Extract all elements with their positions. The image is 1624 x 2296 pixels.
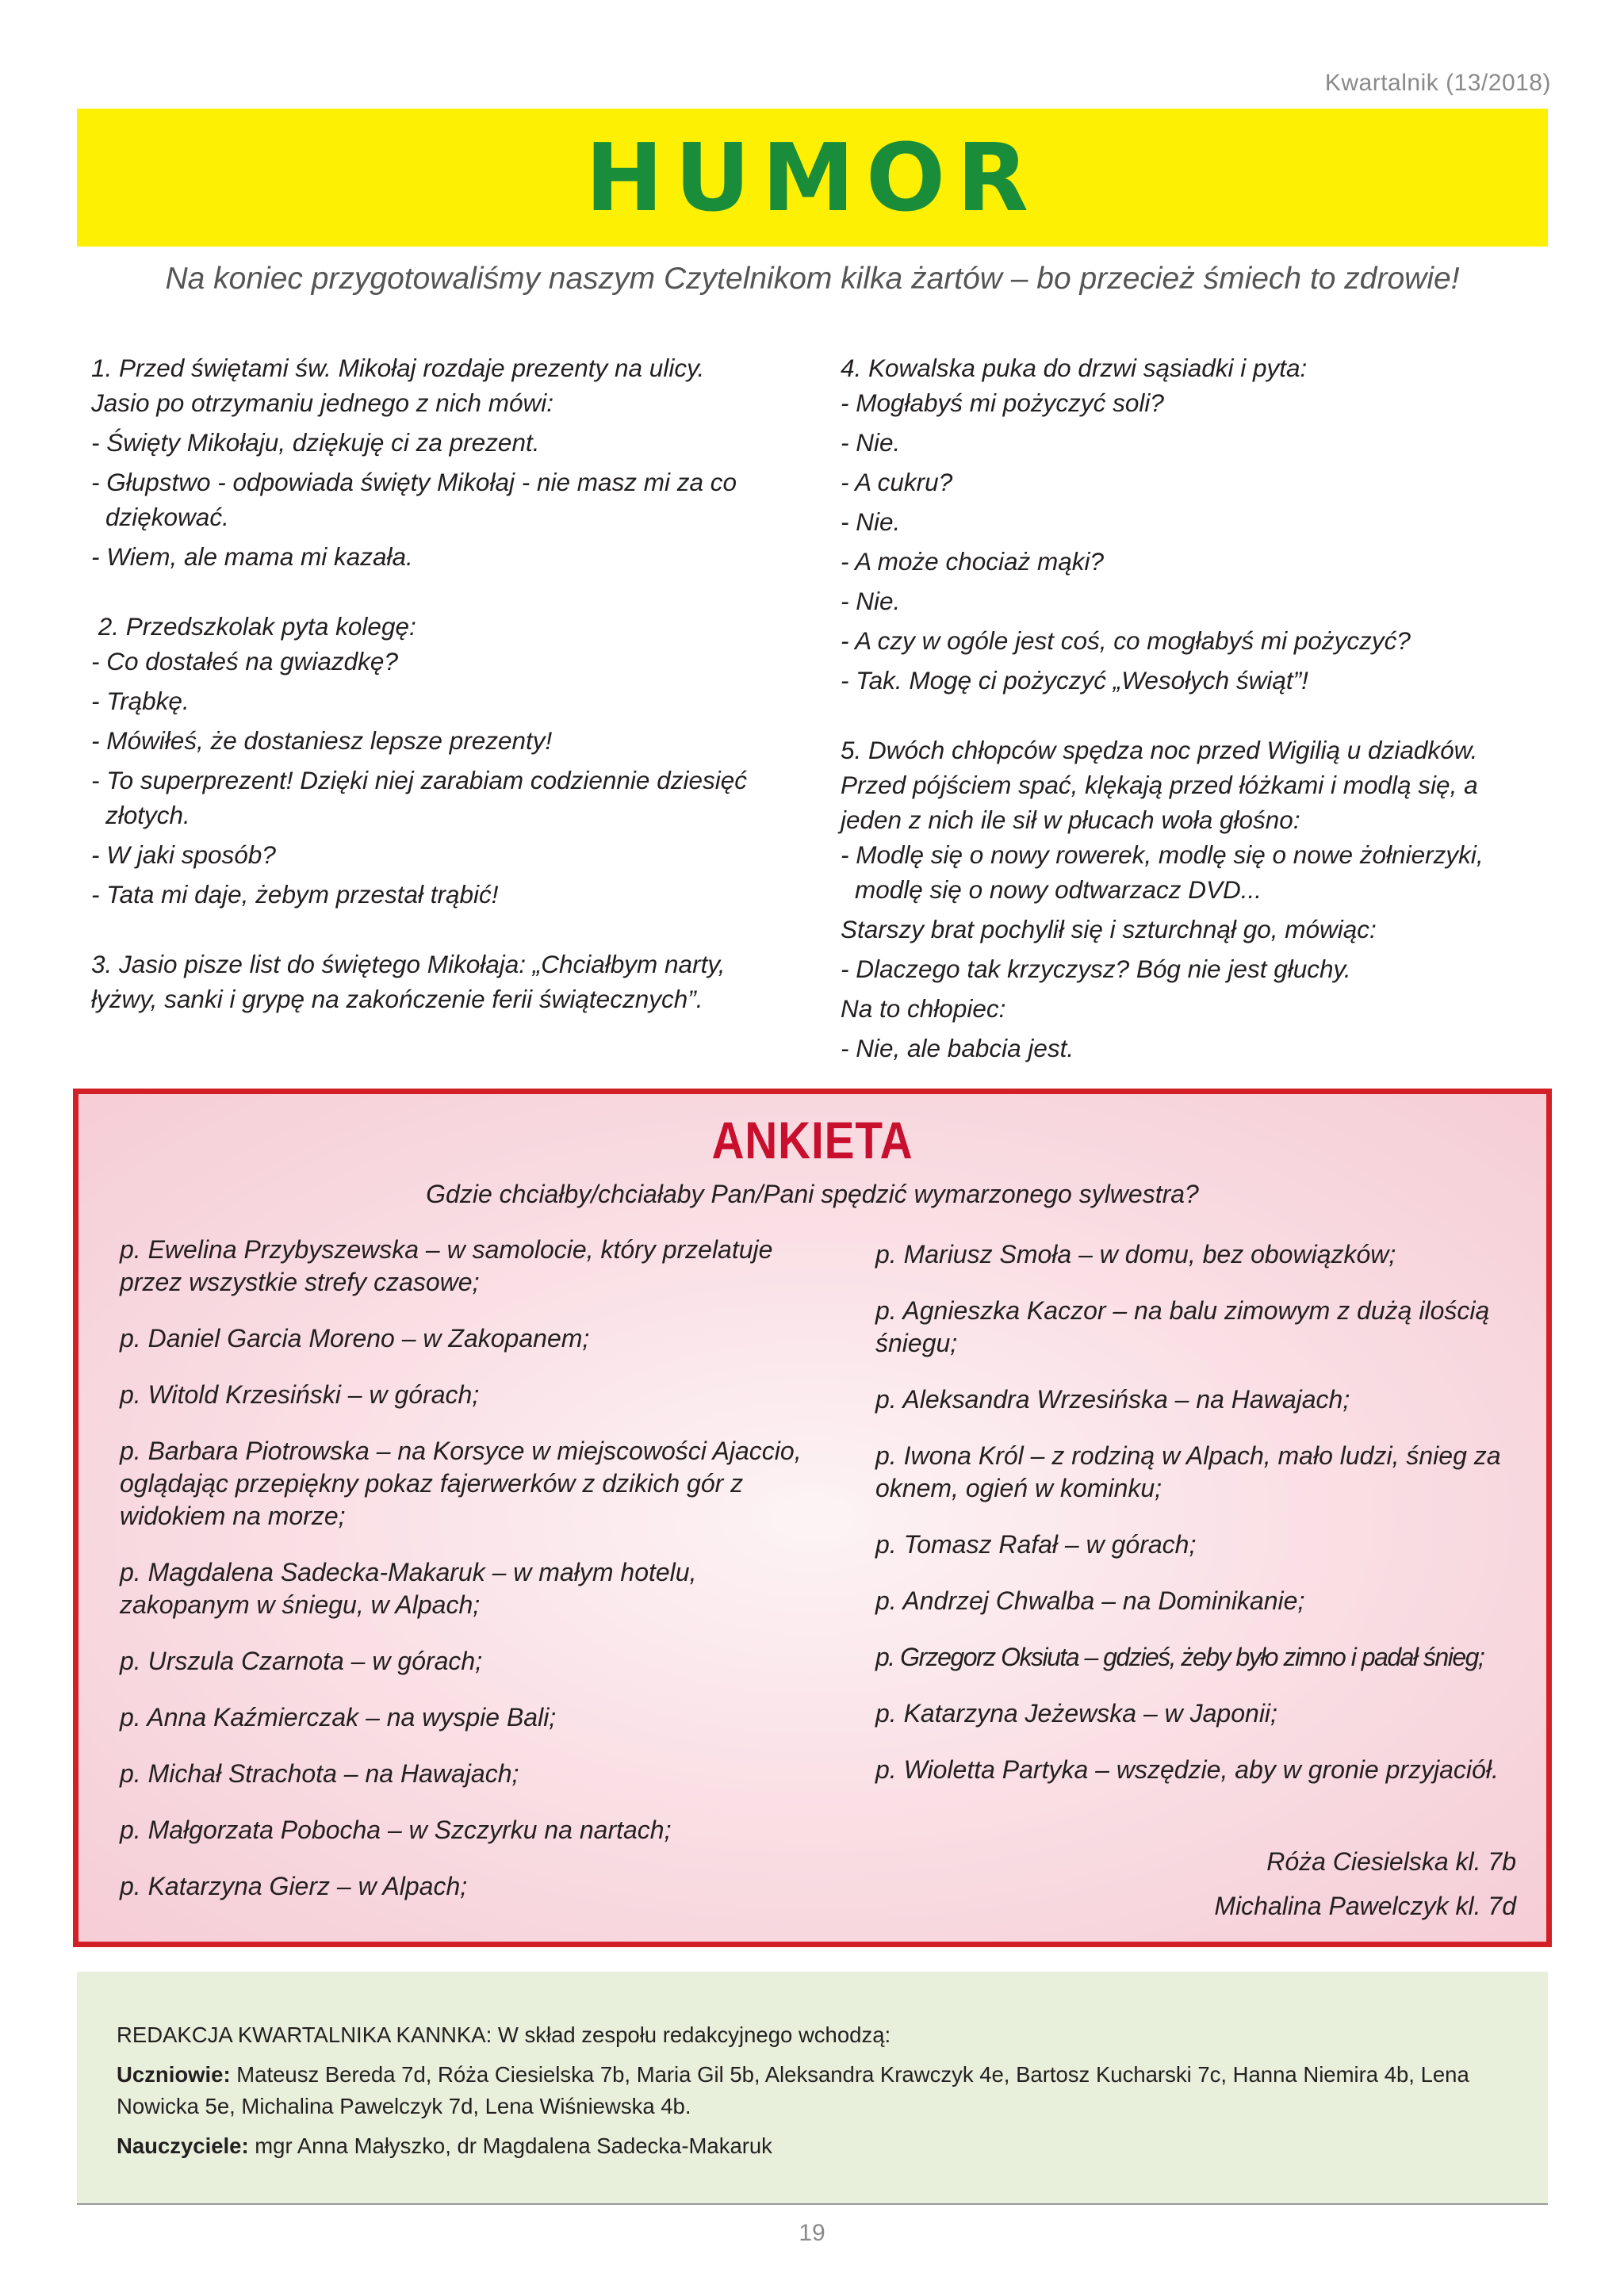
survey-authors [1214, 1839, 1516, 1928]
survey-answer: p. Witold Krzesiński – w górach; [120, 1380, 480, 1409]
joke-line: - To superprezent! Dzięki niej zarabiam codziennie dziesięć złotych. [91, 766, 754, 829]
joke-line: - Dlaczego tak krzyczysz? Bóg nie jest głuchy. [841, 955, 1351, 983]
teachers-label: Nauczyciele: [117, 2133, 249, 2158]
survey-answer: p. Iwona Król – z rodziną w Alpach, mało ludzi, śnieg za oknem, ogień w kominku; [875, 1441, 1501, 1502]
banner-title: HUMOR [584, 123, 1040, 232]
editorial-credits [77, 1972, 1548, 2203]
teachers-list: mgr Anna Małyszko, dr Magdalena Sadecka-Makaruk [255, 2133, 772, 2158]
survey-box [73, 1089, 1552, 1947]
survey-answer: p. Anna Kaźmierczak – na wyspie Bali; [120, 1703, 557, 1732]
joke-line: 3. Jasio pisze list do świętego Mikołaja: „Chciałbym narty, łyżwy, sanki i grypę na zakończenie ferii świątecznych”. [91, 950, 733, 1013]
joke-line: - Mogłabyś mi pożyczyć soli? [841, 388, 1164, 417]
survey-question: Gdzie chciałby/chciałaby Pan/Pani spędzić wymarzonego sylwestra? [426, 1180, 1199, 1208]
joke-line: - Święty Mikołaju, dziękuję ci za prezent. [91, 428, 540, 457]
joke-line: - Tata mi daje, żebym przestał trąbić! [91, 880, 499, 909]
joke-line: - Wiem, ale mama mi kazała. [91, 542, 413, 571]
author-2: Michalina Pawelczyk kl. 7d [1214, 1892, 1516, 1920]
survey-answer: p. Daniel Garcia Moreno – w Zakopanem; [120, 1324, 590, 1353]
joke-line: 1. Przed świętami św. Mikołaj rozdaje prezenty na ulicy. [91, 354, 705, 382]
survey-right-column [875, 1238, 1542, 1810]
survey-answer: p. Urszula Czarnota – w górach; [120, 1647, 483, 1675]
humor-banner [77, 109, 1548, 247]
intro-text: Na koniec przygotowaliśmy naszym Czytelnikom kilka żartów – bo przecież śmiech to zdrowie! [165, 262, 1460, 296]
joke-line: - A może chociaż mąki? [841, 547, 1105, 576]
credits-students [117, 2059, 1511, 2122]
joke-line: - Nie. [841, 428, 901, 457]
joke-line: - Trąbkę. [91, 687, 190, 715]
survey-answer: p. Katarzyna Jeżewska – w Japonii; [875, 1699, 1277, 1728]
survey-answer: p. Aleksandra Wrzesińska – na Hawajach; [875, 1385, 1350, 1414]
joke-line: - Co dostałeś na gwiazdkę? [91, 647, 398, 675]
page-number: 19 [799, 2220, 825, 2246]
joke [91, 350, 789, 574]
survey-answer: p. Grzegorz Oksiuta – gdzieś, żeby było zimno i padał śnieg; [875, 1643, 1484, 1671]
joke [91, 947, 789, 1016]
joke-line: 2. Przedszkolak pyta kolegę: [91, 612, 416, 641]
joke [91, 609, 789, 912]
credits-heading: REDAKCJA KWARTALNIKA KANNKA: W skład zespołu redakcyjnego wchodzą: [117, 2022, 891, 2047]
survey-answer: p. Andrzej Chwalba – na Dominikanie; [875, 1586, 1305, 1615]
survey-answer: p. Mariusz Smoła – w domu, bez obowiązków; [875, 1240, 1396, 1269]
survey-answer: p. Ewelina Przybyszewska – w samolocie, który przelatuje przez wszystkie strefy czasowe; [120, 1235, 773, 1296]
joke-line: - Modlę się o nowy rowerek, modlę się o nowe żołnierzyki, modlę się o nowy odtwarzacz DVD... [841, 840, 1491, 904]
issue-label: Kwartalnik (13/2018) [1324, 70, 1551, 96]
survey-answer: p. Wioletta Partyka – wszędzie, aby w gronie przyjaciół. [875, 1755, 1499, 1784]
joke [841, 350, 1538, 698]
joke-line: 5. Dwóch chłopców spędza noc przed Wigilią u dziadków. Przed pójściem spać, klękają przed łóżkami i modlą się, a jeden z nich ile sił w płucach woła głośno: [841, 736, 1485, 834]
bottom-divider [77, 2203, 1548, 2205]
joke-line: Na to chłopiec: [841, 994, 1006, 1023]
survey-answer: p. Magdalena Sadecka-Makaruk – w małym hotelu, zakopanym w śniegu, w Alpach; [120, 1558, 697, 1619]
joke-line: - Nie. [841, 587, 901, 615]
survey-answer: p. Michał Strachota – na Hawajach; [120, 1759, 519, 1788]
joke-line: - Tak. Mogę ci pożyczyć „Wesołych świąt”! [841, 666, 1308, 695]
survey-answer: p. Tomasz Rafał – w górach; [875, 1530, 1197, 1559]
jokes-right-column [841, 350, 1538, 1100]
joke-line: - Mówiłeś, że dostaniesz lepsze prezenty! [91, 726, 553, 755]
joke-line: - Nie. [841, 507, 901, 536]
jokes-left-column [91, 350, 789, 1051]
joke-line: Starszy brat pochylił się i szturchnął go, mówiąc: [841, 915, 1377, 943]
joke-line: Jasio po otrzymaniu jednego z nich mówi: [91, 388, 554, 417]
joke-line: 4. Kowalska puka do drzwi sąsiadki i pyta: [841, 354, 1308, 382]
survey-answer: p. Małgorzata Pobocha – w Szczyrku na nartach; [120, 1816, 672, 1844]
joke-line: - W jaki sposób? [91, 840, 276, 869]
joke-line: - Głupstwo - odpowiada święty Mikołaj - nie masz mi za co dziękować. [91, 468, 744, 531]
survey-answer: p. Barbara Piotrowska – na Korsyce w miejscowości Ajaccio, oglądając przepiękny pokaz fajerwerków z dzikich gór z widokiem na morze; [120, 1437, 802, 1530]
survey-title: ANKIETA [711, 1111, 914, 1169]
survey-left-column [120, 1234, 802, 1927]
joke-line: - A czy w ogóle jest coś, co mogłabyś mi pożyczyć? [841, 626, 1411, 655]
students-label: Uczniowie: [117, 2062, 231, 2087]
author-1: Róża Ciesielska kl. 7b [1266, 1847, 1516, 1876]
students-list: Mateusz Bereda 7d, Róża Ciesielska 7b, Maria Gil 5b, Aleksandra Krawczyk 4e, Bartosz Kucharski 7c, Hanna Niemira 4b, Lena Nowicka 5e, Michalina Pawelczyk 7d, Lena Wiśniewska 4b. [117, 2062, 1469, 2118]
joke [841, 733, 1538, 1066]
credits-teachers [117, 2130, 1511, 2162]
joke-line: - A cukru? [841, 468, 953, 496]
joke-line: - Nie, ale babcia jest. [841, 1034, 1074, 1062]
survey-answer: p. Agnieszka Kaczor – na balu zimowym z dużą ilością śniegu; [875, 1296, 1490, 1357]
survey-answer: p. Katarzyna Gierz – w Alpach; [120, 1872, 468, 1900]
